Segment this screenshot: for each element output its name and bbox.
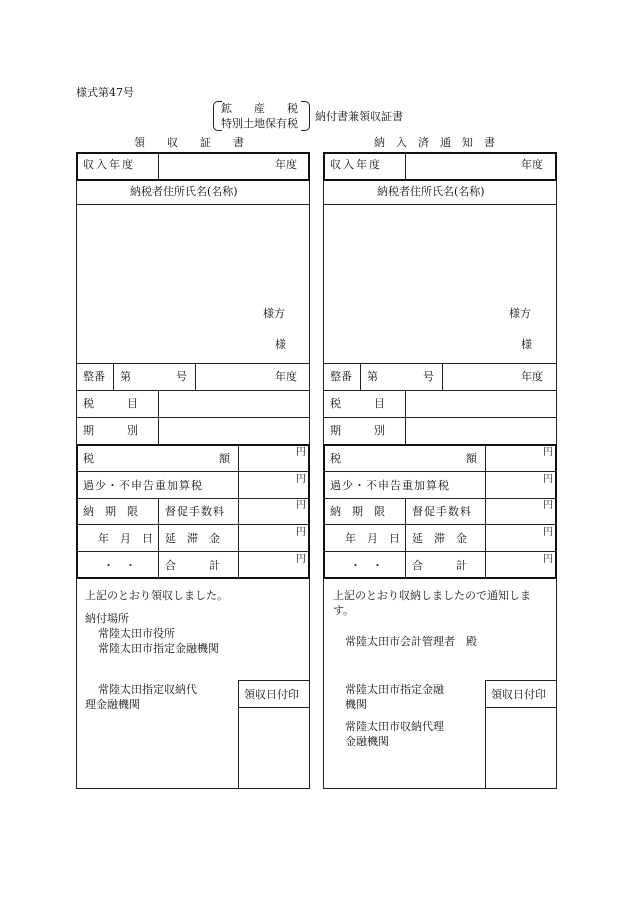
left-go: 号: [176, 370, 187, 383]
left-place-label: 納付場所: [85, 612, 129, 625]
left-dots: ・ ・: [103, 559, 136, 572]
left-year-label: 収入年度: [83, 158, 135, 171]
left-agent-1: 常陸太田指定収納代: [98, 683, 197, 696]
left-tokusoku: 督促手数料: [165, 505, 225, 518]
left-zeimoku: 税 目: [83, 397, 138, 410]
right-nendo: 年度: [521, 370, 543, 383]
left-yen-1: 円: [296, 447, 306, 458]
right-stamp-label: 領収日付印: [491, 688, 546, 701]
right-noukigen: 納 期 限: [330, 505, 385, 518]
left-yen-2: 円: [296, 474, 306, 485]
right-dai: 第: [367, 370, 378, 383]
left-yen-5: 円: [296, 554, 306, 565]
left-name-header: 納税者住所氏名(名称): [130, 185, 238, 198]
left-stamp-label: 領収日付印: [244, 688, 299, 701]
left-sama-kata: 様方: [263, 307, 285, 320]
right-outer-bottom: [323, 788, 557, 789]
right-year-unit: 年度: [521, 158, 543, 171]
right-yen-3: 円: [543, 500, 553, 511]
left-sama: 様: [275, 338, 286, 351]
right-sama: 様: [521, 338, 532, 351]
right-agent-2: 金融機関: [345, 735, 389, 748]
left-noukigen: 納 期 限: [83, 505, 138, 518]
left-yen-3: 円: [296, 500, 306, 511]
left-place-1: 常陸太田市役所: [98, 627, 175, 640]
form-number: 様式第47号: [76, 86, 134, 99]
left-year-unit: 年度: [275, 158, 297, 171]
document-title: 納付書兼領収証書: [315, 110, 403, 123]
right-seiban-label: 整番: [330, 370, 352, 383]
right-dots: ・ ・: [350, 559, 383, 572]
left-nengappi: 年 月 日: [98, 532, 153, 545]
left-seiban-label: 整番: [83, 370, 105, 383]
right-go: 号: [423, 370, 434, 383]
tax-item-land: 特別土地保有税: [221, 117, 298, 130]
left-dai: 第: [120, 370, 131, 383]
tax-item-mining: 鉱 産 税: [221, 102, 298, 115]
left-kashou: 過少・不申告重加算税: [83, 479, 203, 492]
right-section-title: 納 入 済 通 知 書: [374, 136, 495, 149]
right-bank-1: 常陸太田市指定金融: [345, 683, 444, 696]
left-gokei: 合 計: [165, 559, 220, 572]
right-bank-2: 機関: [345, 698, 367, 711]
right-nengappi: 年 月 日: [345, 532, 400, 545]
right-entai: 延 滞 金: [412, 532, 467, 545]
right-year-label: 収入年度: [330, 158, 382, 171]
right-name-header: 納税者住所氏名(名称): [377, 185, 485, 198]
left-kibetsu: 期 別: [83, 424, 138, 437]
right-message-2: す。: [333, 604, 355, 617]
right-yen-5: 円: [543, 554, 553, 565]
right-zeigaku-b: 額: [466, 452, 477, 465]
right-name-area: [327, 208, 553, 358]
right-yen-1: 円: [543, 447, 553, 458]
right-zeimoku: 税 目: [330, 397, 385, 410]
right-zeigaku-a: 税: [330, 452, 341, 465]
right-agent-1: 常陸太田市収納代理: [345, 720, 444, 733]
right-gokei: 合 計: [412, 559, 467, 572]
right-kibetsu: 期 別: [330, 424, 385, 437]
left-entai: 延 滞 金: [165, 532, 220, 545]
left-message: 上記のとおり領収しました。: [85, 589, 228, 602]
right-message-1: 上記のとおり収納しましたので通知しま: [333, 589, 531, 602]
right-recipient: 常陸太田市会計管理者 殿: [345, 635, 477, 648]
left-nendo: 年度: [275, 370, 297, 383]
left-zeigaku-a: 税: [83, 452, 94, 465]
left-yen-4: 円: [296, 527, 306, 538]
right-kashou: 過少・不申告重加算税: [330, 479, 450, 492]
left-section-title: 領 収 証 書: [134, 136, 244, 149]
left-agent-2: 理金融機関: [85, 698, 140, 711]
right-yen-4: 円: [543, 527, 553, 538]
left-place-2: 常陸太田市指定金融機関: [98, 642, 219, 655]
right-sama-kata: 様方: [509, 307, 531, 320]
left-zeigaku-b: 額: [219, 452, 230, 465]
right-yen-2: 円: [543, 474, 553, 485]
right-tokusoku: 督促手数料: [412, 505, 472, 518]
